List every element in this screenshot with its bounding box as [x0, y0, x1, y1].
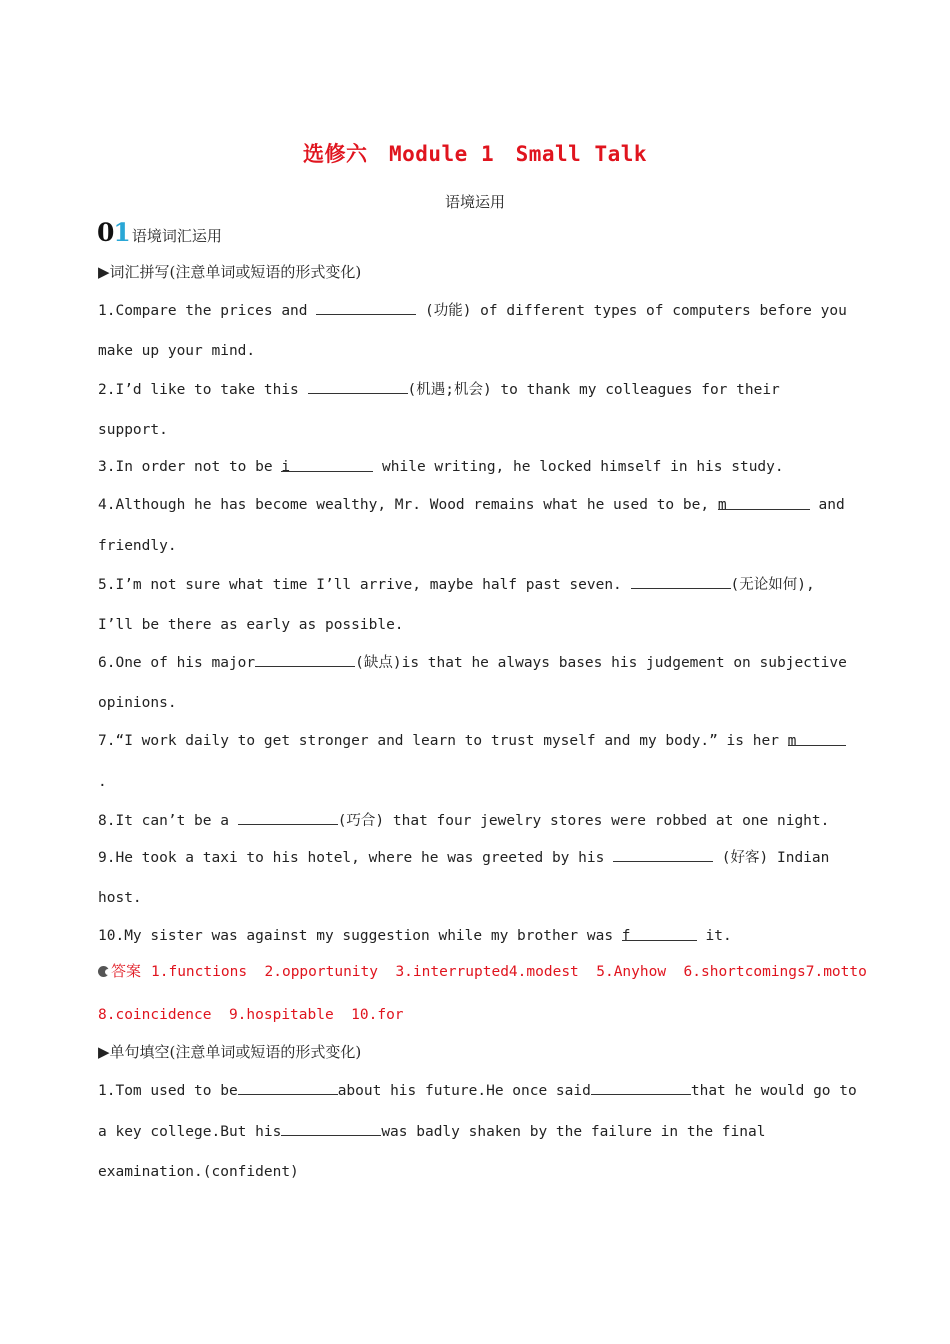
- fill-question-1-end: examination.(confident): [98, 1164, 299, 1180]
- question-1: 1.Compare the prices and (功能) of different types of computers before you: [98, 300, 847, 321]
- question-10: 10.My sister was against my suggestion while my brother was f it.: [98, 928, 732, 944]
- fill-question-1-cont: a key college.But his was badly shaken by the failure in the final: [98, 1121, 765, 1142]
- answer-label: 答案: [111, 962, 142, 980]
- answer-blank[interactable]: [238, 1080, 338, 1095]
- page-subtitle: 语境运用: [444, 193, 505, 211]
- question-9: 9.He took a taxi to his hotel, where he was greeted by his (好客) Indian: [98, 847, 829, 868]
- question-8: 8.It can’t be a (巧合) that four jewelry stores were robbed at one night.: [98, 810, 829, 831]
- part1-heading: ▶词汇拼写(注意单词或短语的形式变化): [98, 263, 362, 281]
- answer-blank[interactable]: [308, 379, 408, 394]
- question-5-cont: I’ll be there as early as possible.: [98, 617, 404, 633]
- answer-blank[interactable]: [631, 574, 731, 589]
- answer-blank[interactable]: m: [718, 495, 810, 510]
- answer-blank[interactable]: f: [622, 926, 697, 941]
- section-number: 01: [97, 218, 130, 247]
- section-header: [97, 218, 222, 247]
- answer-blank[interactable]: [238, 810, 338, 825]
- question-7-cont: .: [98, 774, 107, 790]
- question-3: 3.In order not to be i while writing, he locked himself in his study.: [98, 459, 784, 475]
- fill-question-1: 1.Tom used to be about his future.He once said that he would go to: [98, 1080, 857, 1101]
- question-7: 7.“I work daily to get stronger and learn to trust myself and my body.” is her m: [98, 731, 846, 751]
- answer-blank[interactable]: [591, 1080, 691, 1095]
- question-2-cont: support.: [98, 422, 168, 438]
- question-5: 5.I’m not sure what time I’ll arrive, maybe half past seven. (无论如何),: [98, 574, 815, 595]
- question-4: 4.Although he has become wealthy, Mr. Wood remains what he used to be, m and: [98, 497, 845, 513]
- answer-blank[interactable]: [316, 300, 416, 315]
- question-6: 6.One of his major (缺点)is that he always bases his judgement on subjective: [98, 652, 847, 673]
- answer-icon: [98, 966, 109, 977]
- section-label: 语境词汇运用: [131, 227, 222, 245]
- question-1-cont: make up your mind.: [98, 343, 256, 359]
- part2-heading: ▶单句填空(注意单词或短语的形式变化): [98, 1043, 362, 1061]
- question-2: 2.I’d like to take this (机遇;机会) to thank my colleagues for their: [98, 379, 780, 400]
- answer-line-1: [98, 961, 867, 982]
- question-6-cont: opinions.: [98, 695, 177, 711]
- answer-blank[interactable]: [255, 652, 355, 667]
- answer-blank[interactable]: m: [788, 731, 846, 746]
- question-9-cont: host.: [98, 890, 142, 906]
- question-4-cont: friendly.: [98, 538, 177, 554]
- answer-blank[interactable]: [281, 1121, 381, 1136]
- answer-line-2: 8.coincidence 9.hospitable 10.for: [98, 1007, 404, 1023]
- answer-text: 1.functions 2.opportunity 3.interrupted4.modest 5.Anyhow 6.shortcomings7.motto: [151, 964, 867, 980]
- answer-blank[interactable]: i: [281, 457, 373, 472]
- page-title: 选修六 Module 1 Small Talk: [302, 142, 648, 166]
- answer-blank[interactable]: [613, 847, 713, 862]
